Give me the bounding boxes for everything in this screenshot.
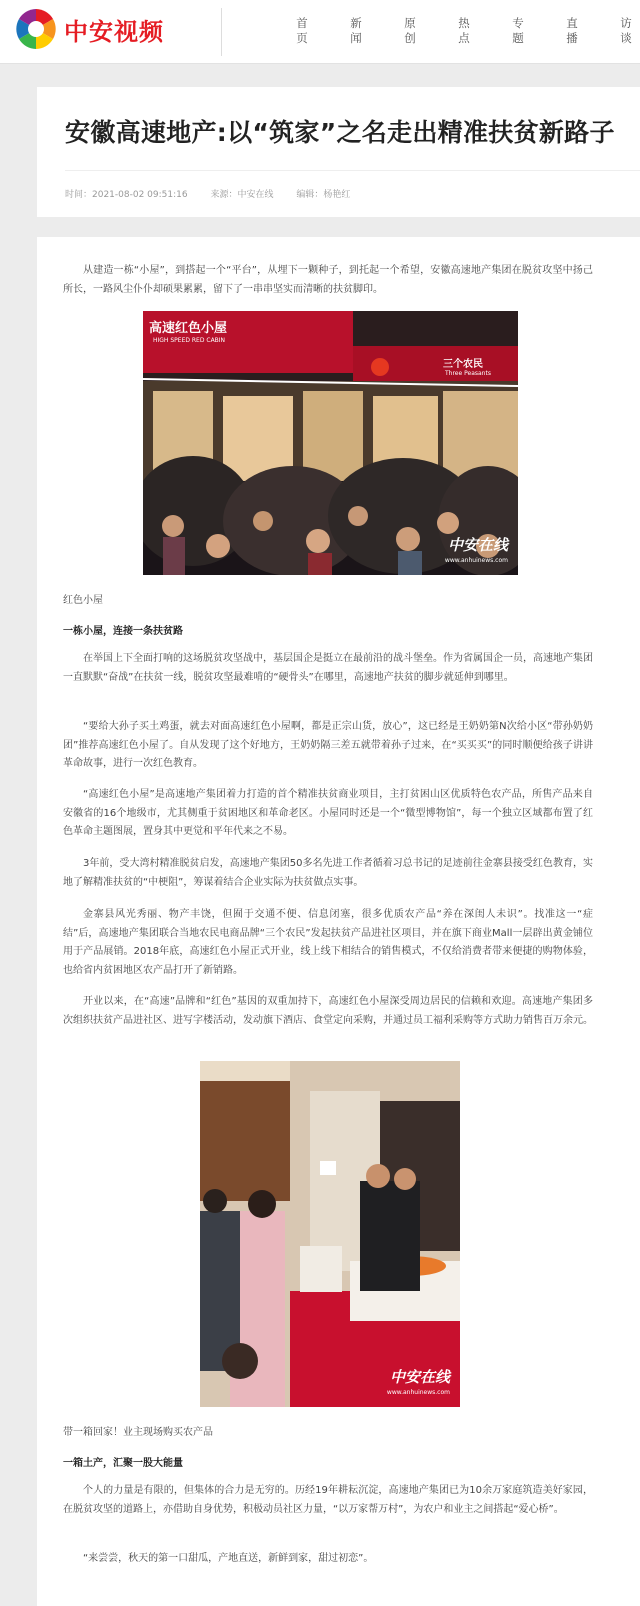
logo-pinwheel-icon xyxy=(14,7,58,51)
paragraph: “来尝尝，秋天的第一口甜瓜，产地直送，新鲜到家，甜过初恋”。 xyxy=(83,1553,374,1564)
farm-products-scene xyxy=(200,1061,460,1407)
nav-item-interview[interactable]: 访 谈 xyxy=(620,16,632,45)
nav-item-home[interactable]: 首 页 xyxy=(296,16,308,45)
cabin-sign: 高速红色小屋 xyxy=(149,321,228,336)
photo-watermark: 中安在线 www.anhuinews.com xyxy=(444,536,508,564)
paragraph: 在举国上下全面打响的这场脱贫攻坚战中，基层国企是挺立在最前沿的战斗堡垒。作为省属国企一员，高速地产集团一直默默“奋战”在扶贫一线，脱贫攻坚最难啃的“硬骨头”在哪里，高速地产扶贫的脚步就延伸到哪里。 xyxy=(63,653,593,683)
nav-item-news[interactable]: 新 闻 xyxy=(350,16,362,45)
photo-caption: 红色小屋 xyxy=(63,595,103,606)
peasants-sign: 三个农民 xyxy=(443,359,483,370)
nav-item-original[interactable]: 原 创 xyxy=(404,16,416,45)
photo-watermark: 中安在线 www.anhuinews.com xyxy=(386,1368,450,1396)
main-nav xyxy=(296,16,640,46)
publish-time: 时间：2021-08-02 09:51:16 xyxy=(65,190,188,200)
peasants-sign-en: Three Peasants xyxy=(445,370,491,377)
article-editor: 编辑：杨艳红 xyxy=(296,190,351,200)
paragraph: 金寨县风光秀丽、物产丰饶，但囿于交通不便、信息闭塞，很多优质农产品“养在深闺人未识”。找准这一“症结”后，高速地产集团联合当地农民电商品牌“三个农民”发起扶贫产品进社区项目，并在旗下商业Mall一层辟出黄金铺位用于产品展销。2018年底，高速红色小屋正式开业，线上线下相结合的销售模式，不仅给消费者带来便捷的购物体验，也给省内贫困地区农产品打开了新销路。 xyxy=(63,909,593,976)
article-source: 来源：中安在线 xyxy=(210,190,274,200)
paragraph: 开业以来，在“高速”品牌和“红色”基因的双重加持下，高速红色小屋深受周边居民的信赖和欢迎。高速地产集团多次组织扶贫产品进社区、进写字楼活动，发动旗下酒店、食堂定向采购，并通过员工福利采购等方式助力销售百万余元。 xyxy=(63,996,593,1026)
header-divider xyxy=(221,8,222,56)
article-meta xyxy=(65,187,370,200)
paragraph: “要给大孙子买土鸡蛋，就去对面高速红色小屋啊，都是正宗山货，放心”，这已经是王奶奶第N次给小区“带孙奶奶团”推荐高速红色小屋了。自从发现了这个好地方，王奶奶隔三差五就带着孙子过来，在“买买买”的同时顺便给孩子讲讲革命故事，进行一次红色教育。 xyxy=(63,721,593,769)
title-divider xyxy=(65,170,640,171)
nav-item-hot[interactable]: 热 点 xyxy=(458,16,470,45)
paragraph: 从建造一栋“小屋”，到搭起一个“平台”，从埋下一颗种子，到托起一个希望，安徽高速地产集团在脱贫攻坚中扬己所长，一路风尘仆仆却硕果累累，留下了一串串坚实而清晰的扶贫脚印。 xyxy=(63,265,593,295)
nav-item-live[interactable]: 直 播 xyxy=(566,16,578,45)
red-cabin-photo xyxy=(143,311,518,575)
logo-text: 中安视频 xyxy=(64,17,164,46)
nav-item-topics[interactable]: 专 题 xyxy=(512,16,524,45)
cabin-sign-en: HIGH SPEED RED CABIN xyxy=(153,337,226,344)
site-logo[interactable] xyxy=(14,7,164,51)
section-subheading: 一箱土产，汇聚一股大能量 xyxy=(63,1458,183,1469)
farm-products-photo xyxy=(200,1061,460,1407)
paragraph: 个人的力量是有限的，但集体的合力是无穷的。历经19年耕耘沉淀，高速地产集团已为10余万家庭筑造美好家园，在脱贫攻坚的道路上，亦借助自身优势，积极动员社区力量，“以万家帮万村”，为农户和业主之间搭起“爱心桥”。 xyxy=(63,1485,593,1515)
paragraph: 3年前，受大湾村精准脱贫启发，高速地产集团50多名先进工作者循着习总书记的足迹前往金寨县接受红色教育，实地了解精准扶贫的“中梗阻”，筹谋着结合企业实际为扶贫做点实事。 xyxy=(63,858,593,888)
photo-caption: 带一箱回家！业主现场购买农产品 xyxy=(63,1427,213,1438)
site-header xyxy=(0,0,640,64)
article-header xyxy=(37,87,640,217)
section-subheading: 一栋小屋，连接一条扶贫路 xyxy=(63,626,183,637)
paragraph: “高速红色小屋”是高速地产集团着力打造的首个精准扶贫商业项目，主打贫困山区优质特色农产品，所售产品来自安徽省的16个地级市，尤其侧重于贫困地区和革命老区。小屋同时还是一个“微型博物馆”，每一个独立区域都布置了红色革命主题图展，置身其中更觉和平年代来之不易。 xyxy=(63,789,593,837)
article-title: 安徽高速地产:以“筑家”之名走出精准扶贫新路子 xyxy=(65,118,615,147)
